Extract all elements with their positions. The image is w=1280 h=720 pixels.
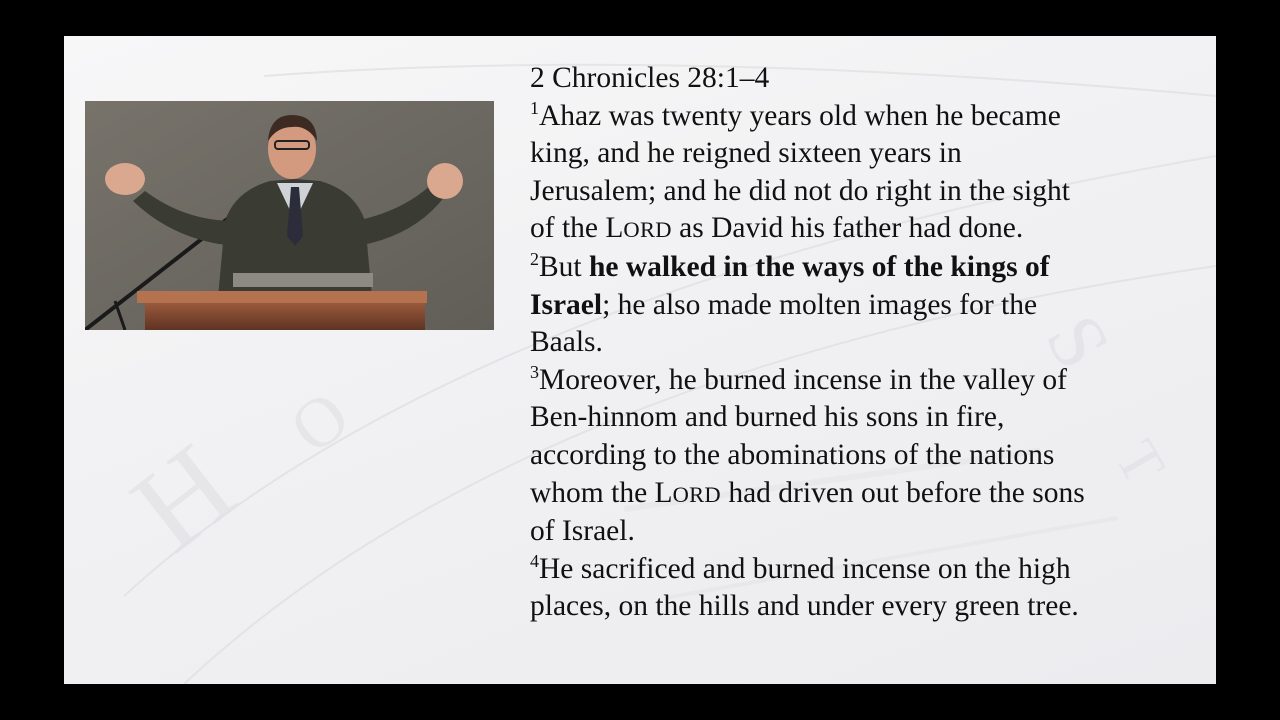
verse-text: as David his father had done. bbox=[671, 212, 1024, 245]
verse-line bbox=[530, 475, 1200, 514]
verse-text: had driven out before the sons bbox=[720, 476, 1085, 509]
verse-line: Ben-hinnom and burned his sons in fire, bbox=[530, 401, 1005, 434]
svg-text:T: T bbox=[1102, 429, 1179, 495]
verse-3 bbox=[530, 362, 1200, 551]
verse-2 bbox=[530, 249, 1200, 362]
scripture-passage bbox=[530, 60, 1200, 626]
verse-number: 3 bbox=[530, 361, 539, 382]
verse-text: Moreover, he burned incense in the valley of bbox=[539, 363, 1067, 396]
verse-text: whom the L bbox=[530, 476, 673, 509]
verse-1 bbox=[530, 98, 1200, 249]
verse-text: of the L bbox=[530, 212, 624, 245]
verse-text: ; he also made molten images for the bbox=[602, 288, 1038, 321]
divine-name-small-caps: ORD bbox=[672, 481, 721, 507]
verse-number: 1 bbox=[530, 97, 539, 118]
svg-text:O: O bbox=[276, 376, 364, 469]
video-feed bbox=[85, 101, 494, 330]
verse-line bbox=[530, 287, 1200, 325]
verse-text: He sacrificed and burned incense on the high bbox=[539, 552, 1071, 585]
divine-name-small-caps: ORD bbox=[623, 217, 672, 243]
emphasized-text: he walked in the ways of the kings of bbox=[589, 250, 1050, 283]
verse-line: Jerusalem; and he did not do right in the sight bbox=[530, 174, 1070, 207]
verse-line bbox=[530, 362, 1200, 400]
slide bbox=[64, 36, 1216, 684]
verse-line bbox=[530, 98, 1200, 136]
scripture-reference: 2 Chronicles 28:1–4 bbox=[530, 62, 770, 94]
verse-4 bbox=[530, 551, 1200, 626]
verse-line: according to the abominations of the nations bbox=[530, 438, 1055, 471]
svg-text:S: S bbox=[1028, 301, 1127, 384]
verse-line: of Israel. bbox=[530, 515, 635, 548]
emphasized-text: Israel bbox=[530, 288, 603, 321]
verse-line: king, and he reigned sixteen years in bbox=[530, 137, 962, 170]
verse-line bbox=[530, 210, 1200, 249]
verse-line: places, on the hills and under every green tree. bbox=[530, 590, 1079, 623]
verse-line bbox=[530, 249, 1200, 287]
verse-line bbox=[530, 551, 1200, 589]
svg-text:H: H bbox=[108, 418, 259, 577]
verse-number: 4 bbox=[530, 550, 539, 571]
verse-text: Ahaz was twenty years old when he became bbox=[539, 99, 1061, 132]
verse-text: But bbox=[539, 250, 589, 283]
speaker-at-podium-icon bbox=[85, 101, 494, 330]
verse-line: Baals. bbox=[530, 326, 603, 359]
verse-number: 2 bbox=[530, 248, 539, 269]
